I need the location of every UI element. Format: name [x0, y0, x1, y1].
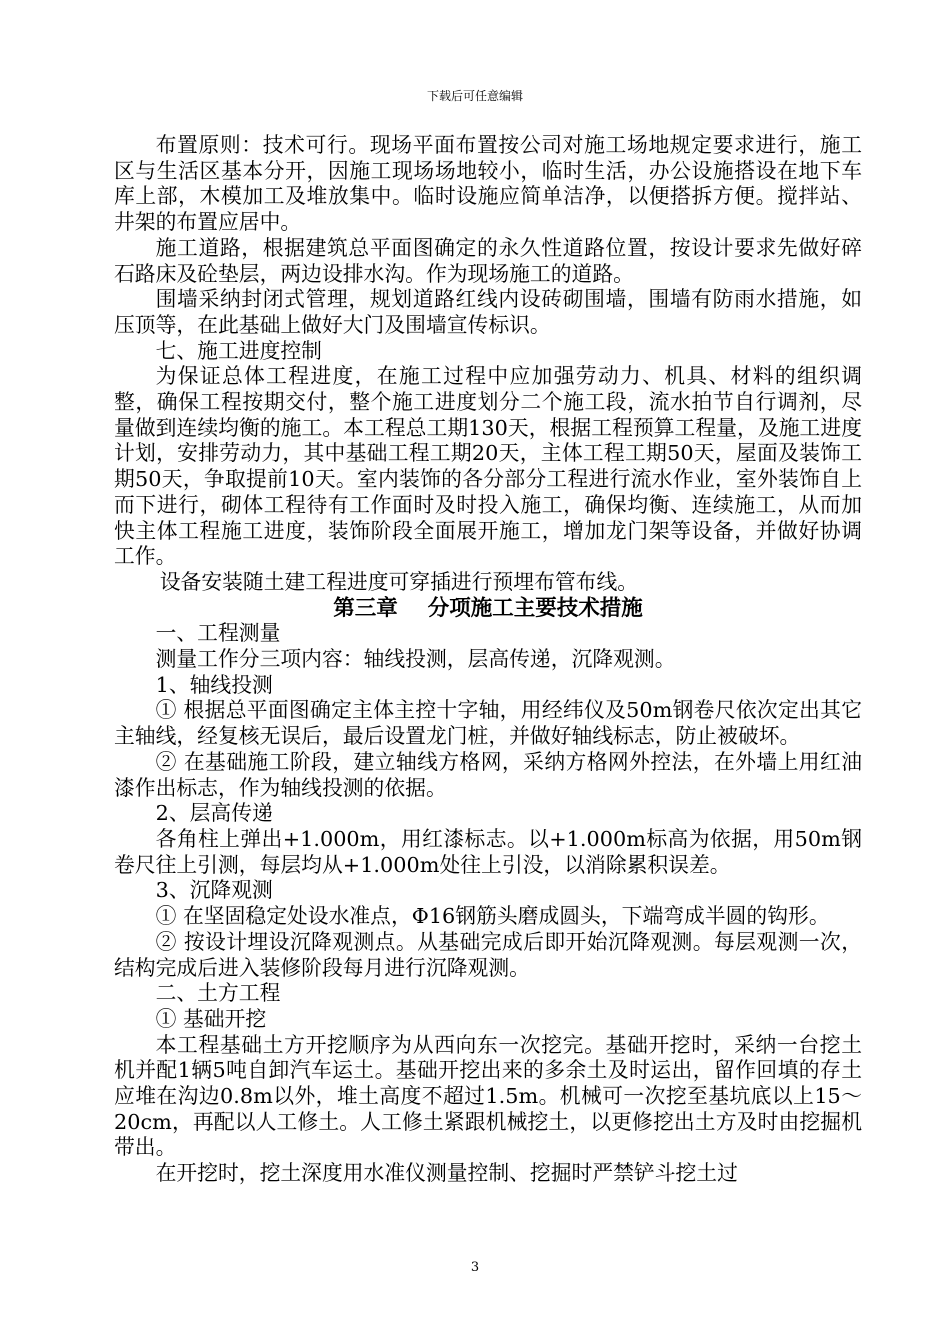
paragraph-axis-1: ① 根据总平面图确定主体主控十字轴，用经纬仪及50m钢卷尺依次定出其它主轴线，经复核无误后，最后设置龙门桩，并做好轴线标志，防止被破坏。: [114, 698, 862, 749]
paragraph-excavation: 本工程基础土方开挖顺序为从西向东一次挖完。基础开挖时，采纳一台挖土机并配1辆5吨自卸汽车运土。基础开挖出来的多余土及时运出，留作回填的存土应堆在沟边0.8m以外，堆土高度不超过1.5m。机械可一次挖至基坑底以上15～20cm，再配以人工修土。人工修土紧跟机械挖土，以更修挖出土方及时由挖掘机带出。: [114, 1032, 862, 1160]
subheading-foundation-excavation: ① 基础开挖: [155, 1006, 267, 1031]
paragraph-floor-height: 各角柱上弹出+1.000m，用红漆标志。以+1.000m标高为依据，用50m钢卷尺往上引测，每层均从+1.000m处往上引没，以消除累积误差。: [114, 826, 862, 877]
paragraph-survey-intro: 测量工作分三项内容：轴线投测，层高传递，沉降观测。: [155, 647, 676, 672]
chapter-title: 第三章 分项施工主要技术措施: [333, 595, 643, 621]
subheading-settlement: 3、沉降观测: [155, 878, 273, 903]
paragraph-axis-2: ② 在基础施工阶段，建立轴线方格网，采纳方格网外控法，在外墙上用红油漆作出标志，作为轴线投测的依据。: [114, 749, 862, 800]
subheading-axis-survey: 1、轴线投测: [155, 672, 273, 697]
paragraph-enclosure-wall: 围墙采纳封闭式管理，规划道路红线内设砖砌围墙，围墙有防雨水措施，如压顶等，在此基础上做好大门及围墙宣传标识。: [114, 287, 862, 337]
paragraph-settlement-1: ① 在坚固稳定处设水准点，Φ16钢筋头磨成圆头，下端弯成半圆的钩形。: [155, 904, 830, 929]
paragraph-excavation-depth: 在开挖时，挖土深度用水准仪测量控制、挖掘时严禁铲斗挖土过: [155, 1161, 738, 1186]
paragraph-progress: 为保证总体工程进度，在施工过程中应加强劳动力、机具、材料的组织调整，确保工程按期交付，整个施工进度划分二个施工段，流水拍节自行调剂，尽量做到连续均衡的施工。本工程总工期130天，根据工程预算工程量，及施工进度计划，安排劳动力，其中基础工程工期20天，主体工程工期50天，屋面及装饰工期50天，争取提前10天。室内装饰的各分部分工程进行流水作业，室外装饰自上而下进行，砌体工程待有工作面时及时投入施工，确保均衡、连续施工，从而加快主体工程施工进度，装饰阶段全面展开施工，增加龙门架等设备，并做好协调工作。: [114, 364, 862, 569]
document-body: [114, 133, 862, 1187]
paragraph-construction-road: 施工道路，根据建筑总平面图确定的永久性道路位置，按设计要求先做好碎石路床及砼垫层，两边设排水沟。作为现场施工的道路。: [114, 235, 862, 286]
page-header: 下载后可任意编辑: [426, 89, 523, 103]
page-number: 3: [470, 1260, 480, 1275]
paragraph-equipment-installation: 设备安装随土建工程进度可穿插进行预埋布管布线。: [159, 569, 639, 594]
section-heading-survey: 一、工程测量: [155, 621, 281, 646]
section-heading-progress-control: 七、施工进度控制: [155, 338, 322, 363]
paragraph-layout-principle: 布置原则：技术可行。现场平面布置按公司对施工场地规定要求进行，施工区与生活区基本分开，因施工现场场地较小，临时生活，办公设施搭设在地下车库上部，木模加工及堆放集中。临时设施应简单洁净，以便搭拆方便。搅拌站、井架的布置应居中。: [114, 133, 862, 235]
paragraph-settlement-2: ② 按设计埋设沉降观测点。从基础完成后即开始沉降观测。每层观测一次，结构完成后进入装修阶段每月进行沉降观测。: [114, 929, 862, 980]
subheading-floor-height: 2、层高传递: [155, 801, 273, 826]
section-heading-earthwork: 二、土方工程: [155, 981, 281, 1006]
